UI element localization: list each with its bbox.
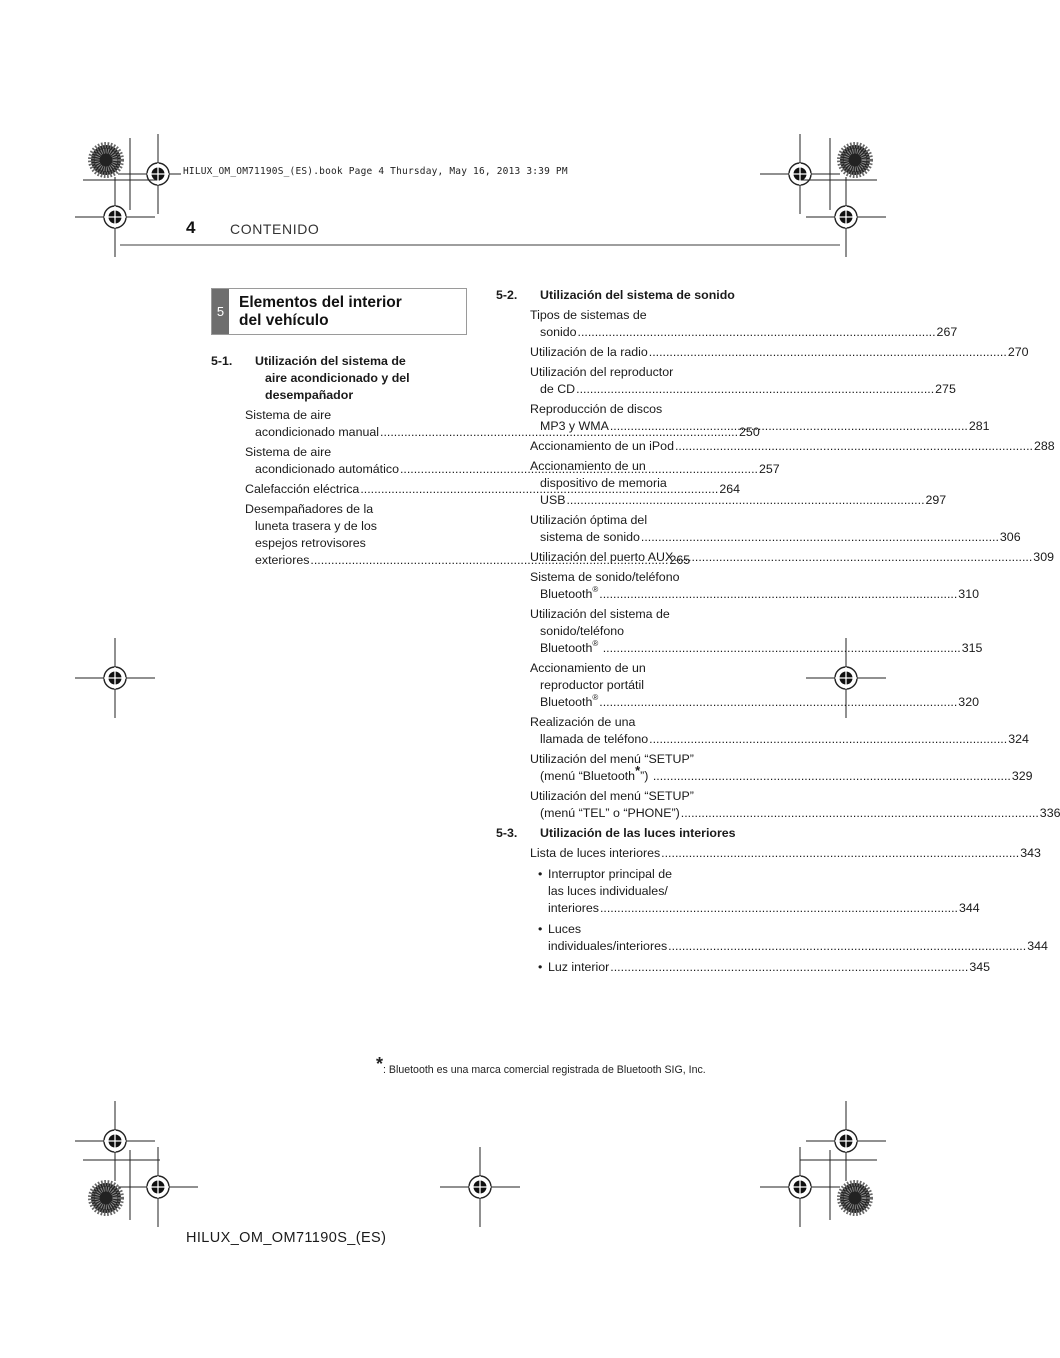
entry-line: Luces: [548, 922, 582, 936]
entry-line: Utilización del menú “SETUP”: [530, 752, 694, 766]
entry-page: 257: [759, 462, 780, 476]
entry-page: 297: [925, 493, 947, 507]
toc-entry[interactable]: [496, 438, 1055, 455]
entry-page: 344: [1027, 939, 1048, 953]
entry-line: sonido/teléfono: [540, 624, 625, 638]
entry-line: Accionamiento de un: [530, 661, 646, 675]
toc-entry[interactable]: [496, 845, 1041, 862]
entry-line: Utilización óptima del: [530, 513, 648, 527]
section-title-line-1: Elementos del interior: [239, 294, 402, 311]
entry-page: 275: [935, 382, 956, 396]
entry-page: 343: [1020, 846, 1041, 860]
toc-entry[interactable]: [496, 788, 1060, 822]
entry-line: Utilización del menú “SETUP”: [530, 789, 694, 803]
entry-page: 267: [936, 325, 958, 339]
entry-text: Utilización del puerto AUX: [530, 550, 674, 564]
toc-entry[interactable]: [496, 307, 958, 341]
entry-page: 324: [1008, 732, 1029, 746]
entry-text: Bluetooth: [540, 641, 593, 655]
footer-document-id: HILUX_OM_OM71190S_(ES): [186, 1230, 387, 1246]
subsection-title-line: aire acondicionado y del: [265, 371, 410, 385]
entry-page: 288: [1034, 439, 1055, 453]
toc-entry[interactable]: [496, 714, 1029, 748]
entry-line: Realización de una: [530, 715, 636, 729]
entry-line: Utilización del sistema de: [530, 607, 670, 621]
toc-entry[interactable]: [496, 512, 1021, 546]
footnote-text: : Bluetooth es una marca comercial registrada de Bluetooth SIG, Inc.: [383, 1064, 706, 1076]
subsection-title: Utilización de las luces interiores: [540, 826, 736, 840]
entry-line: dispositivo de memoria: [540, 476, 667, 490]
entry-text: Bluetooth: [540, 695, 593, 709]
entry-text: Lista de luces interiores: [530, 846, 661, 860]
toc-bullet-entry[interactable]: [496, 959, 991, 976]
book-file-tag: HILUX_OM_OM71190S_(ES).book Page 4 Thursday, May 16, 2013 3:39 PM: [183, 166, 568, 177]
toc-entry[interactable]: [496, 606, 983, 657]
subsection-title-line: Utilización del sistema de: [255, 354, 406, 368]
entry-text: llamada de teléfono: [540, 732, 649, 746]
entry-line: espejos retrovisores: [255, 536, 366, 550]
entry-text: USB: [540, 493, 566, 507]
registered-mark: ®: [592, 584, 599, 594]
entry-text: Calefacción eléctrica: [245, 482, 360, 496]
entry-text: (menú “Bluetooth: [540, 769, 636, 783]
entry-page: 315: [961, 641, 983, 655]
entry-text: exteriores: [255, 553, 310, 567]
subsection-number: 5-3.: [496, 826, 518, 840]
subsection-title: Utilización del sistema de sonido: [540, 288, 735, 302]
entry-text: interiores: [548, 901, 599, 915]
toc-entry[interactable]: [496, 344, 1029, 361]
entry-text: Luz interior: [548, 960, 610, 974]
toc-bullet-entry[interactable]: [496, 866, 980, 917]
bullet-icon: •: [538, 922, 543, 936]
footnote: [376, 1054, 756, 1076]
entry-text: Accionamiento de un iPod: [530, 439, 674, 453]
entry-line: Sistema de aire: [245, 445, 332, 459]
registered-mark: ®: [592, 692, 599, 702]
toc-bullet-entry[interactable]: [496, 921, 1048, 955]
entry-page: 270: [1007, 345, 1029, 359]
entry-line: luneta trasera y de los: [255, 519, 377, 533]
entry-line: Desempañadores de la: [245, 502, 374, 516]
entry-page: 320: [958, 695, 979, 709]
footnote-star: *: [635, 763, 641, 778]
entry-line: Tipos de sistemas de: [530, 308, 647, 322]
toc-entry[interactable]: [496, 569, 979, 603]
section-title-line-2: del vehículo: [239, 312, 329, 329]
entry-text-end: ”): [640, 769, 652, 783]
entry-page: 309: [1033, 550, 1054, 564]
section-title: [239, 294, 464, 330]
entry-text: sonido: [540, 325, 577, 339]
entry-text: MP3 y WMA: [540, 419, 609, 433]
toc-entry[interactable]: [496, 364, 956, 398]
entry-text: acondicionado automático: [255, 462, 399, 476]
toc-entry[interactable]: [496, 549, 1054, 566]
entry-line: Sistema de aire: [245, 408, 332, 422]
footnote-star: *: [376, 1054, 384, 1074]
subsection-number: 5-2.: [496, 288, 518, 302]
registered-mark: ®: [592, 638, 599, 648]
toc-subsection-5-2: [496, 287, 742, 304]
page-number: 4: [186, 218, 196, 237]
entry-page: 310: [958, 587, 979, 601]
entry-page: 265: [669, 553, 691, 567]
entry-page: 264: [719, 482, 741, 496]
subsection-number: 5-1.: [211, 354, 233, 368]
toc-subsection-5-3: [496, 825, 742, 842]
header-rule: [120, 244, 840, 246]
entry-page: 306: [999, 530, 1021, 544]
entry-page: 336: [1039, 806, 1060, 820]
entry-text: sistema de sonido: [540, 530, 640, 544]
section-number-tab: 5: [212, 289, 229, 334]
entry-text: individuales/interiores: [548, 939, 668, 953]
entry-text: de CD: [540, 382, 576, 396]
entry-line: las luces individuales/: [548, 884, 668, 898]
entry-page: 250: [739, 425, 760, 439]
entry-line: Interruptor principal de: [548, 867, 672, 881]
entry-line: Reproducción de discos: [530, 402, 663, 416]
section-heading-box: [211, 288, 467, 335]
subsection-title-line: desempañador: [265, 388, 354, 402]
bullet-icon: •: [538, 960, 543, 974]
running-head: CONTENIDO: [230, 221, 320, 237]
entry-page: 329: [1011, 769, 1033, 783]
entry-text: Utilización de la radio: [530, 345, 648, 359]
toc-subsection-5-1: [211, 353, 457, 404]
entry-page: 281: [968, 419, 990, 433]
entry-text: Bluetooth: [540, 587, 593, 601]
toc-entry[interactable]: [496, 751, 1033, 785]
bullet-icon: •: [538, 867, 543, 881]
entry-line: Utilización del reproductor: [530, 365, 674, 379]
entry-line: Sistema de sonido/teléfono: [530, 570, 680, 584]
entry-page: 344: [959, 901, 980, 915]
entry-line: reproductor portátil: [540, 678, 644, 692]
entry-text: acondicionado manual: [255, 425, 379, 439]
entry-line: Accionamiento de un: [530, 459, 646, 473]
toc-entry[interactable]: [496, 660, 979, 711]
entry-page: 345: [969, 960, 991, 974]
entry-text: (menú “TEL” o “PHONE”): [540, 806, 680, 820]
